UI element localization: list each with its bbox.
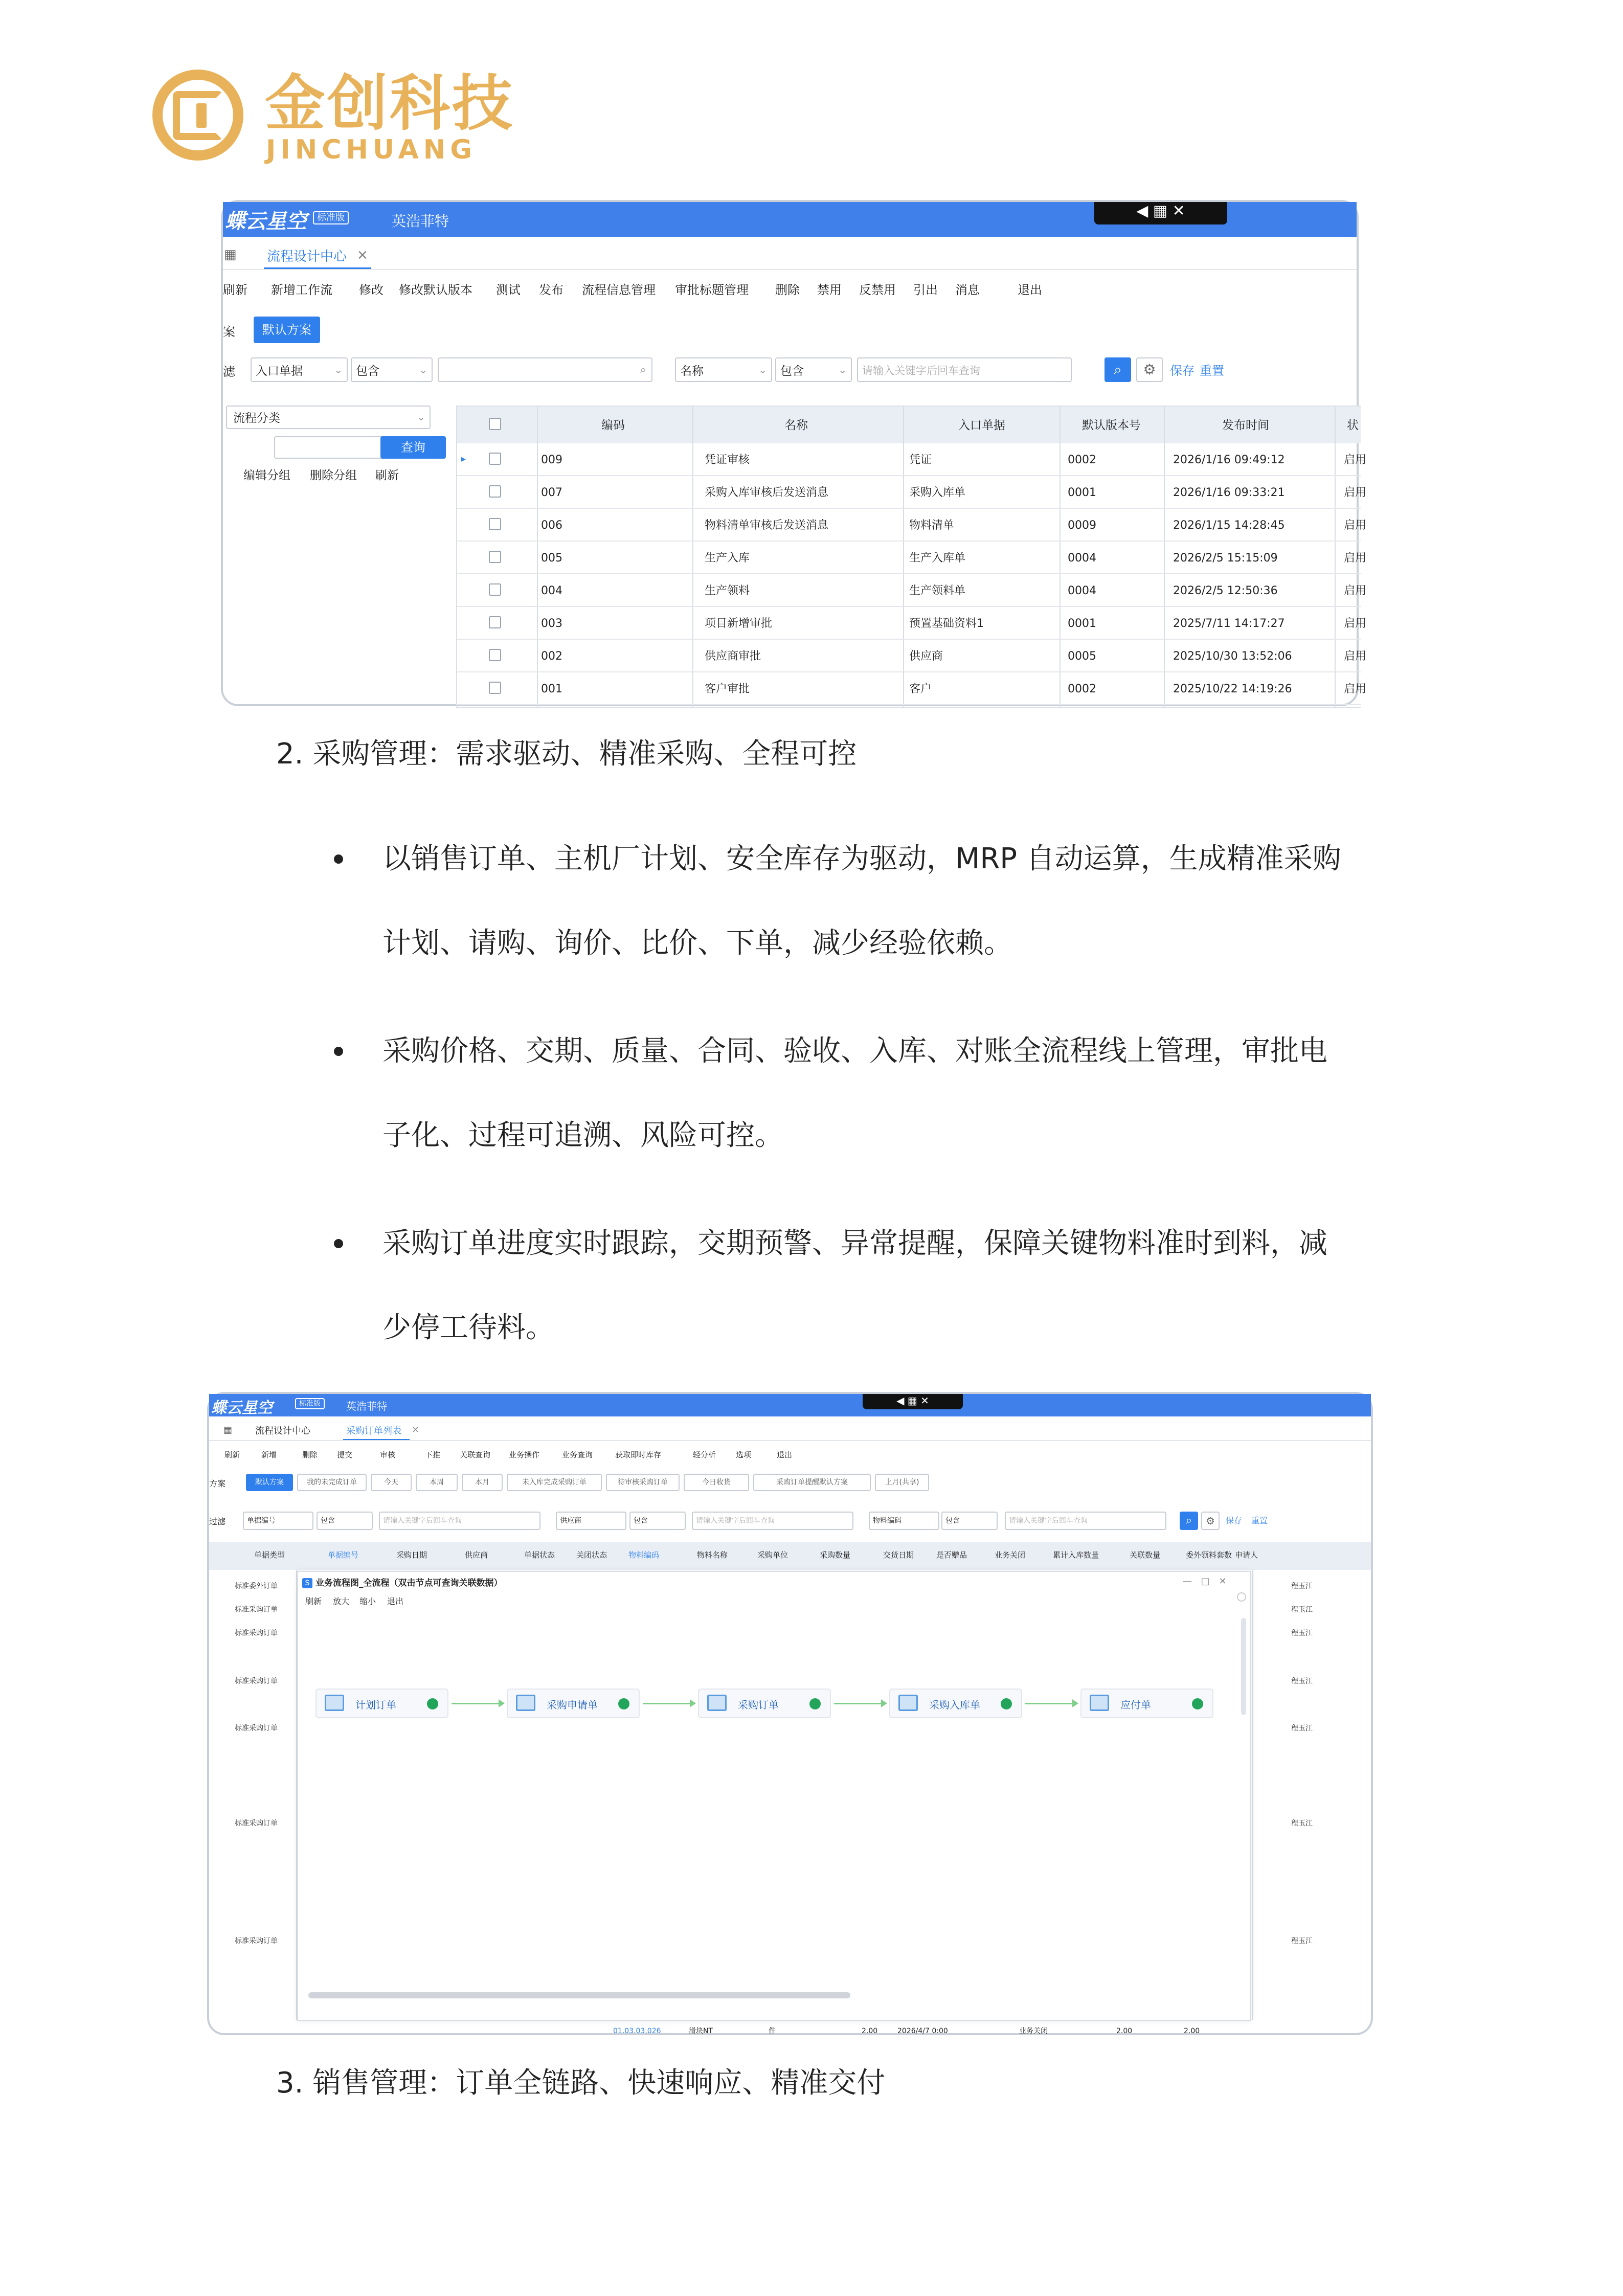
table-cell: 预置基础资料1 — [909, 617, 984, 630]
table-cell: 物料清单 — [909, 519, 955, 532]
row-doc-type: 标准采购订单 — [235, 1819, 278, 1828]
toolbar-disable[interactable]: 禁用 — [817, 283, 842, 297]
flow-node-label: 采购订单 — [738, 1699, 779, 1711]
toolbar-item[interactable]: 业务操作 — [509, 1450, 540, 1459]
toolbar-item[interactable]: 提交 — [337, 1450, 353, 1459]
toolbar-item[interactable]: 下推 — [425, 1450, 441, 1459]
row-divider — [457, 541, 1361, 542]
row-divider — [457, 639, 1361, 640]
scheme-tab[interactable]: 我的未完成订单 — [297, 1474, 367, 1491]
table-cell: 采购入库单 — [909, 486, 966, 499]
filter-value-input[interactable]: ⌕ — [438, 357, 652, 382]
grid-col-header[interactable]: 累计入库数量 — [1053, 1550, 1099, 1560]
grid-col-header[interactable]: 关联数量 — [1130, 1550, 1161, 1560]
col-name[interactable]: 名称 — [784, 419, 808, 432]
edit-group-link[interactable]: 编辑分组 — [243, 469, 290, 482]
app-brand: 蝶云星空 — [211, 1399, 273, 1417]
scheme-label: 方案 — [209, 1479, 226, 1489]
edition-badge: 标准版 — [313, 211, 349, 224]
company-name[interactable]: 英浩菲特 — [392, 213, 449, 230]
toolbar-publish[interactable]: 发布 — [539, 283, 563, 297]
row-checkbox[interactable] — [489, 616, 501, 628]
flow-node-label: 采购申请单 — [547, 1699, 598, 1711]
table-cell: 启用 — [1344, 584, 1367, 597]
check-circle-icon — [1001, 1698, 1012, 1709]
screenshot-purchase-order-list — [207, 1392, 1373, 2035]
filter-text: 请输入关键字后回车查询 — [1009, 1517, 1088, 1525]
bottom-row-cell: 01.03.03.026 — [613, 2027, 661, 2035]
filter-control[interactable] — [1005, 1512, 1166, 1530]
popup-window-controls[interactable]: — □ ✕ — [1183, 1576, 1230, 1587]
filter-field2-select[interactable]: 名称 ⌄ — [675, 357, 772, 382]
grid-col-header[interactable]: 采购数量 — [820, 1550, 851, 1560]
grid-col-header[interactable]: 申请人 — [1235, 1550, 1258, 1560]
row-divider — [457, 671, 1361, 672]
table-cell: 0005 — [1068, 650, 1096, 663]
filter-text: 包含 — [634, 1517, 648, 1525]
table-cell: 0002 — [1068, 683, 1096, 695]
table-cell: 客户 — [909, 683, 932, 695]
row-divider — [457, 573, 1361, 574]
table-cell: 启用 — [1344, 552, 1367, 565]
row-checkbox[interactable] — [489, 518, 501, 530]
row-checkbox[interactable] — [489, 453, 501, 465]
logo-mark-icon — [152, 70, 243, 161]
toolbar-item[interactable]: 删除 — [302, 1450, 318, 1459]
row-applicant: 程玉江 — [1291, 1677, 1313, 1685]
document-icon — [898, 1695, 918, 1711]
popup-title: 业务流程图_全流程（双击节点可查询关联数据） — [315, 1578, 503, 1588]
current-row-arrow-icon: ▸ — [461, 454, 466, 464]
app-brand: 蝶云星空 — [225, 210, 307, 233]
row-applicant: 程玉江 — [1291, 1606, 1313, 1614]
bullet1-line2: 计划、请购、询价、比价、下单，减少经验依赖。 — [382, 927, 1012, 960]
row-checkbox[interactable] — [489, 551, 501, 563]
toolbar-item[interactable]: 关联查询 — [460, 1450, 491, 1459]
toolbar-item[interactable]: 获取即时库存 — [615, 1450, 662, 1459]
filter-op2-select[interactable]: 包含 ⌄ — [775, 357, 852, 382]
flow-arrow — [643, 1703, 693, 1704]
table-cell: 2025/10/30 13:52:06 — [1173, 650, 1292, 663]
row-divider — [457, 508, 1361, 509]
table-cell: 启用 — [1344, 617, 1367, 630]
popup-zoom-in[interactable]: 放大 — [333, 1596, 350, 1606]
grid-col-header[interactable]: 供应商 — [465, 1550, 488, 1560]
scheme-tab[interactable]: 默认方案 — [246, 1474, 293, 1491]
filter-label: 过滤 — [209, 1517, 226, 1526]
tab-workflow-center[interactable]: 流程设计中心 — [267, 249, 347, 264]
edition-badge: 标准版 — [295, 1398, 325, 1409]
filter-field-select[interactable]: 入口单据 ⌄ — [251, 357, 348, 382]
flow-arrow — [834, 1703, 884, 1704]
table-cell: 启用 — [1344, 519, 1367, 532]
filter-op-select[interactable]: 包含 ⌄ — [351, 357, 433, 382]
table-cell: 供应商审批 — [705, 650, 761, 663]
scheme-tab[interactable]: 待审核采购订单 — [606, 1474, 680, 1491]
table-cell: 0004 — [1068, 552, 1096, 565]
grid-col-header[interactable]: 是否赠品 — [936, 1550, 967, 1560]
row-doc-type: 标准委外订单 — [235, 1582, 278, 1590]
toolbar-exit[interactable]: 退出 — [1018, 283, 1042, 297]
tab-workflow-center[interactable]: 流程设计中心 — [255, 1426, 310, 1436]
table-cell: 2025/7/11 14:17:27 — [1173, 617, 1285, 630]
toolbar-item[interactable]: 轻分析 — [693, 1450, 716, 1459]
grid-col-header[interactable]: 关闭状态 — [576, 1550, 607, 1560]
settings-gear-icon[interactable]: ⚙ — [1136, 357, 1163, 382]
scheme-tab[interactable]: 本月 — [462, 1474, 503, 1491]
table-cell: 生产入库 — [705, 552, 750, 565]
window-controls[interactable]: ◀ ▦ ✕ — [1094, 202, 1227, 224]
table-cell: 2025/10/22 14:19:26 — [1173, 683, 1292, 695]
settings-gear-icon[interactable]: ⚙ — [1201, 1512, 1220, 1530]
toolbar-flow-info[interactable]: 流程信息管理 — [582, 283, 656, 297]
filter-control[interactable] — [869, 1512, 939, 1530]
logo-text-en: JINCHUANG — [266, 134, 477, 165]
check-circle-icon — [427, 1698, 438, 1709]
tab-close-icon[interactable]: ✕ — [357, 248, 368, 263]
row-divider — [457, 704, 1361, 705]
grid-col-header[interactable]: 物料名称 — [697, 1550, 728, 1560]
filter-control[interactable] — [379, 1512, 540, 1530]
filter-text: 包含 — [321, 1517, 335, 1525]
flow-node[interactable] — [889, 1689, 1022, 1718]
table-cell: 005 — [541, 552, 562, 565]
row-checkbox[interactable] — [489, 682, 501, 694]
table-cell: 供应商 — [909, 650, 943, 663]
table-cell: 2026/1/16 09:33:21 — [1173, 486, 1285, 499]
row-checkbox[interactable] — [489, 485, 501, 498]
col-code[interactable]: 编码 — [601, 419, 625, 432]
popup-circle-icon — [1237, 1592, 1246, 1602]
section-heading-purchase: 2. 采购管理：需求驱动、精准采购、全程可控 — [276, 737, 857, 771]
popup-refresh[interactable]: 刷新 — [305, 1596, 322, 1606]
flow-node-label: 计划订单 — [355, 1699, 396, 1711]
col-publish-time[interactable]: 发布时间 — [1222, 419, 1269, 432]
table-cell: 物料清单审核后发送消息 — [705, 519, 829, 532]
popup-zoom-out[interactable]: 缩小 — [359, 1596, 376, 1606]
table-cell: 凭证审核 — [705, 454, 750, 466]
table-cell: 生产入库单 — [909, 552, 966, 565]
window-controls[interactable]: ◀ ▦ ✕ — [863, 1394, 963, 1409]
bullet3-line1: 采购订单进度实时跟踪，交期预警、异常提醒，保障关键物料准时到料，减 — [382, 1227, 1327, 1260]
grid-icon[interactable]: ▦ — [223, 1425, 233, 1435]
bullet-dot — [334, 1047, 343, 1056]
table-cell: 采购入库审核后发送消息 — [705, 486, 829, 499]
grid-icon[interactable]: ▦ — [224, 247, 237, 262]
flow-logo-icon: S — [302, 1578, 312, 1588]
filter-control[interactable] — [629, 1512, 686, 1530]
flow-node[interactable] — [507, 1689, 640, 1718]
tab-purchase-order-list[interactable]: 采购订单列表 — [346, 1426, 401, 1436]
table-cell: 007 — [541, 486, 562, 499]
row-doc-type: 标准采购订单 — [235, 1606, 278, 1614]
grid-col-header[interactable]: 单据状态 — [524, 1550, 555, 1560]
search-icon[interactable]: ⌕ — [1104, 357, 1131, 382]
check-circle-icon — [809, 1698, 821, 1709]
flow-arrow — [1025, 1703, 1075, 1704]
row-divider — [457, 606, 1361, 607]
flow-node[interactable] — [1080, 1689, 1213, 1718]
row-applicant: 程玉江 — [1291, 1582, 1313, 1590]
row-doc-type: 标准采购订单 — [235, 1629, 278, 1637]
filter-control[interactable] — [941, 1512, 998, 1530]
title-bar — [223, 202, 1357, 237]
toolbar-approval-title[interactable]: 审批标题管理 — [675, 283, 749, 297]
business-flow-popup — [297, 1571, 1251, 2021]
horizontal-scrollbar[interactable] — [308, 1992, 850, 1998]
flow-node-label: 采购入库单 — [929, 1699, 980, 1711]
default-scheme-button[interactable]: 默认方案 — [254, 317, 320, 343]
table-cell: 009 — [541, 454, 562, 466]
tab-close-icon[interactable]: ✕ — [412, 1425, 420, 1435]
scheme-tab[interactable]: 未入库完成采购订单 — [507, 1474, 602, 1491]
bullet-dot — [334, 854, 343, 864]
bottom-row-cell: 2026/4/7 0:00 — [897, 2027, 948, 2035]
table-cell: 0004 — [1068, 584, 1096, 597]
table-cell: 006 — [541, 519, 562, 532]
toolbar-item[interactable]: 新增 — [261, 1450, 277, 1459]
toolbar-export[interactable]: 引出 — [913, 283, 938, 297]
col-entry-doc[interactable]: 入口单据 — [958, 419, 1005, 432]
scheme-tab[interactable]: 今天 — [371, 1474, 412, 1491]
grid-col-header[interactable]: 物料编码 — [628, 1550, 660, 1560]
filter-text: 包含 — [945, 1517, 960, 1525]
filter-control[interactable] — [556, 1512, 626, 1530]
table-cell: 启用 — [1344, 486, 1367, 499]
check-circle-icon — [618, 1698, 629, 1709]
toolbar-item[interactable]: 业务查询 — [562, 1450, 593, 1459]
grid-col-header[interactable]: 单据编号 — [328, 1550, 359, 1560]
jinchuang-logo — [152, 67, 515, 165]
toolbar-enable[interactable]: 反禁用 — [859, 283, 896, 297]
row-divider — [457, 475, 1361, 476]
toolbar-test[interactable]: 测试 — [496, 283, 521, 297]
popup-scrollbar[interactable] — [1241, 1618, 1246, 1715]
row-applicant: 程玉江 — [1291, 1819, 1313, 1828]
filter-search-input[interactable]: 请输入关键字后回车查询 — [857, 357, 1072, 382]
toolbar-item[interactable]: 选项 — [736, 1450, 752, 1459]
table-cell: 凭证 — [909, 454, 932, 466]
grid-col-header[interactable]: 采购单位 — [757, 1550, 788, 1560]
row-checkbox[interactable] — [489, 583, 501, 596]
toolbar-modify-default[interactable]: 修改默认版本 — [399, 283, 472, 297]
row-applicant: 程玉江 — [1291, 1629, 1313, 1637]
grid-col-header[interactable]: 交货日期 — [883, 1550, 914, 1560]
table-cell: 生产领料 — [705, 584, 750, 597]
table-cell: 启用 — [1344, 650, 1367, 663]
bullet2-line2: 子化、过程可追溯、风险可控。 — [382, 1119, 783, 1152]
table-cell: 2026/1/15 14:28:45 — [1173, 519, 1285, 532]
table-cell: 002 — [541, 650, 562, 663]
bullet3-line2: 少停工待料。 — [382, 1311, 554, 1344]
table-cell: 0009 — [1068, 519, 1096, 532]
table-cell: 生产领料单 — [909, 584, 966, 597]
grid-col-header[interactable]: 单据类型 — [254, 1550, 285, 1560]
filter-text: 物料编码 — [873, 1517, 901, 1525]
row-doc-type: 标准采购订单 — [235, 1724, 278, 1732]
row-applicant: 程玉江 — [1291, 1724, 1313, 1732]
popup-exit[interactable]: 退出 — [387, 1596, 404, 1606]
scheme-tab[interactable]: 今日收货 — [684, 1474, 749, 1491]
toolbar-refresh[interactable]: 刷新 — [223, 283, 247, 297]
refresh-group-link[interactable]: 刷新 — [375, 469, 399, 482]
workflow-table — [456, 406, 1367, 708]
company-name[interactable]: 英浩菲特 — [346, 1400, 387, 1412]
toolbar-new-workflow[interactable]: 新增工作流 — [271, 283, 332, 297]
table-cell: 2026/1/16 09:49:12 — [1173, 454, 1285, 466]
table-cell: 2026/2/5 12:50:36 — [1173, 584, 1278, 597]
logo-text-cn: 金创科技 — [265, 68, 515, 139]
flow-arrow — [452, 1703, 502, 1704]
col-status[interactable]: 状 — [1347, 419, 1359, 432]
col-default-version[interactable]: 默认版本号 — [1082, 419, 1141, 432]
table-cell: 2026/2/5 15:15:09 — [1173, 552, 1278, 565]
table-cell: 001 — [541, 683, 562, 695]
filter-control[interactable] — [243, 1512, 313, 1530]
table-cell: 004 — [541, 584, 562, 597]
table-cell: 项目新增审批 — [705, 617, 773, 630]
flow-node[interactable] — [315, 1689, 448, 1718]
bottom-row-cell: 2.00 — [1184, 2027, 1200, 2035]
grid-col-header[interactable]: 委外领料套数 — [1186, 1550, 1232, 1560]
flow-node-label: 应付单 — [1120, 1699, 1151, 1711]
bottom-row-cell: 2.00 — [1116, 2027, 1133, 2035]
row-doc-type: 标准采购订单 — [235, 1677, 278, 1685]
table-cell: 客户审批 — [705, 683, 750, 695]
grid-col-header[interactable]: 业务关闭 — [995, 1550, 1026, 1560]
table-cell: 启用 — [1344, 454, 1367, 466]
filter-text: 单据编号 — [247, 1517, 276, 1525]
bottom-row-cell: 滑块NT — [689, 2027, 713, 2035]
filter-text: 供应商 — [560, 1517, 581, 1525]
table-cell: 0002 — [1068, 454, 1096, 466]
search-icon[interactable]: ⌕ — [1180, 1512, 1198, 1530]
table-cell: 003 — [541, 617, 562, 630]
scheme-tab[interactable]: 本周 — [416, 1474, 458, 1491]
scheme-label: 案 — [223, 325, 235, 339]
save-link[interactable]: 保存 — [1226, 1516, 1243, 1525]
toolbar-item[interactable]: 刷新 — [224, 1450, 240, 1459]
document-icon — [1090, 1695, 1109, 1711]
bullet1-line1: 以销售订单、主机厂计划、安全库存为驱动，MRP 自动运算，生成精准采购 — [382, 842, 1341, 875]
table-cell: 0001 — [1068, 486, 1096, 499]
document-icon — [516, 1695, 535, 1711]
toolbar-item[interactable]: 退出 — [777, 1450, 793, 1459]
bottom-row-cell: 2.00 — [862, 2027, 878, 2035]
bullet-dot — [334, 1239, 343, 1248]
title-bar — [209, 1394, 1371, 1416]
save-link[interactable]: 保存 — [1170, 364, 1194, 378]
filter-control[interactable] — [692, 1512, 853, 1530]
filter-text: 请输入关键字后回车查询 — [696, 1517, 775, 1525]
scheme-tab[interactable]: 上月(共享) — [875, 1474, 929, 1491]
table-cell: 启用 — [1344, 683, 1367, 695]
filter-text: 请输入关键字后回车查询 — [383, 1517, 462, 1525]
bottom-row-cell: 业务关闭 — [1019, 2027, 1048, 2035]
scheme-tab[interactable]: 采购订单提醒默认方案 — [753, 1474, 871, 1491]
toolbar-item[interactable]: 审核 — [380, 1450, 396, 1459]
toolbar-modify[interactable]: 修改 — [359, 283, 384, 297]
row-checkbox[interactable] — [489, 649, 501, 661]
row-applicant: 程玉江 — [1291, 1937, 1313, 1945]
select-all-checkbox[interactable] — [489, 418, 501, 430]
section-heading-sales: 3. 销售管理：订单全链路、快速响应、精准交付 — [276, 2066, 886, 2100]
check-circle-icon — [1192, 1698, 1203, 1709]
document-icon — [325, 1695, 344, 1711]
category-select[interactable]: 流程分类 ⌄ — [226, 406, 431, 429]
filter-label: 滤 — [223, 365, 235, 379]
bullet2-line1: 采购价格、交期、质量、合同、验收、入库、对账全流程线上管理，审批电 — [382, 1034, 1327, 1068]
toolbar-delete[interactable]: 删除 — [775, 283, 800, 297]
toolbar-message[interactable]: 消息 — [955, 283, 980, 297]
flow-node[interactable] — [698, 1689, 831, 1718]
grid-col-header[interactable]: 采购日期 — [396, 1550, 427, 1560]
reset-link[interactable]: 重置 — [1251, 1516, 1268, 1525]
filter-control[interactable] — [317, 1512, 373, 1530]
table-cell: 0001 — [1068, 617, 1096, 630]
screenshot-workflow-center — [221, 200, 1367, 706]
reset-link[interactable]: 重置 — [1200, 364, 1224, 378]
document-icon — [707, 1695, 727, 1711]
query-button[interactable]: 查询 — [380, 436, 446, 459]
bottom-row-cell: 件 — [769, 2027, 776, 2035]
delete-group-link[interactable]: 删除分组 — [310, 469, 357, 482]
row-doc-type: 标准采购订单 — [235, 1937, 278, 1945]
